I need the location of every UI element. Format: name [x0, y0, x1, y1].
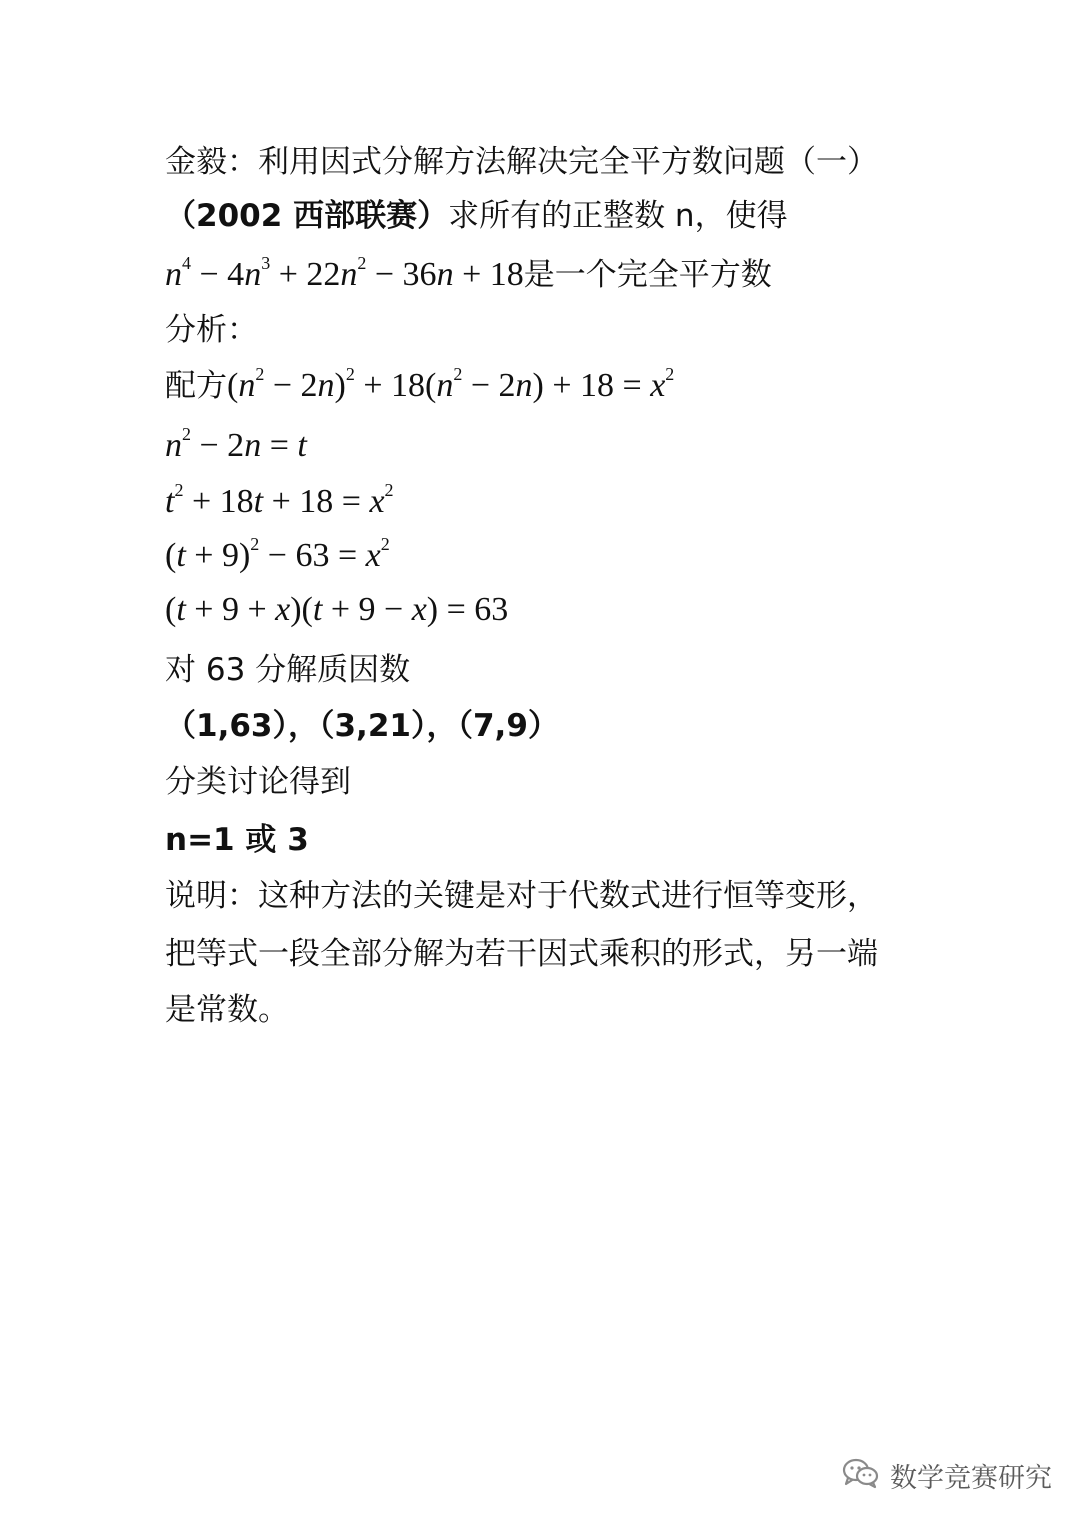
problem-suffix: 是一个完全平方数: [523, 257, 772, 293]
note-line-3: 是常数。: [165, 992, 289, 1028]
problem-source: （2002 西部联赛）: [165, 198, 449, 234]
step-substitution: $n^2 - 2n = t$: [165, 424, 307, 464]
problem-equation: $n^4 - 4n^3 + 22n^2 - 36n + 18$是一个完全平方数: [165, 253, 772, 293]
wechat-icon: [842, 1457, 880, 1493]
note-line-1: 说明：这种方法的关键是对于代数式进行恒等变形，: [165, 878, 878, 914]
factor-intro: 对 63 分解质因数: [165, 652, 411, 688]
step-factorization: (t + 9 + x)(t + 9 − x) = 63: [165, 591, 509, 628]
step-complete-square: 配方$(n^2 - 2n)^2 + 18(n^2 - 2n) + 18 = x^2$: [165, 364, 675, 404]
step-shifted-square: $(t + 9)^2 - 63 = x^2$: [165, 534, 390, 574]
step-quadratic: $t^2 + 18t + 18 = x^2$: [165, 480, 394, 520]
note-line-2: 把等式一段全部分解为若干因式乘积的形式，另一端: [165, 936, 878, 972]
answer: n=1 或 3: [165, 822, 309, 858]
factor-pairs: （1,63），（3,21），（7,9）: [165, 708, 559, 744]
problem-statement: [165, 196, 788, 236]
analysis-label: 分析：: [165, 312, 258, 348]
watermark-text: 数学竞赛研究: [890, 1462, 1052, 1494]
problem-prompt: 求所有的正整数 n，使得: [448, 198, 788, 234]
watermark: [842, 1455, 1052, 1495]
step1-label: 配方: [165, 368, 227, 404]
page-title: 金毅：利用因式分解方法解决完全平方数问题（一）: [165, 144, 878, 180]
case-discussion: 分类讨论得到: [165, 764, 351, 800]
